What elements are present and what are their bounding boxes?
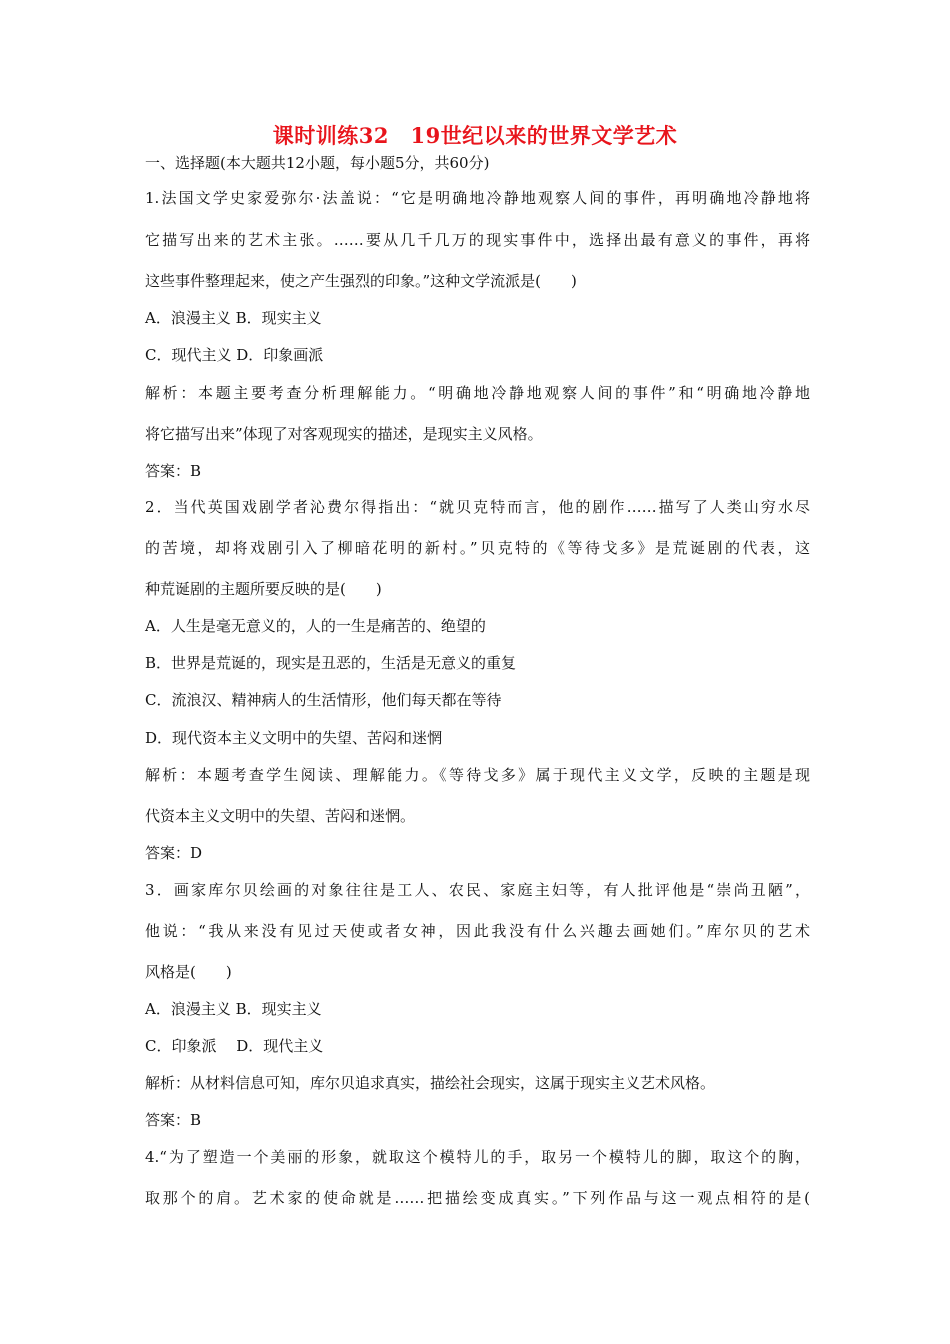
q3-analysis: 解析：从材料信息可知，库尔贝追求真实，描绘社会现实，这属于现实主义艺术风格。 [145,1074,716,1092]
q4-stem-line-1: 4.“为了塑造一个美丽的形象，就取这个模特儿的手，取另一个模特儿的脚，取这个的胸， [145,1148,810,1166]
q2-analysis-line-1: 解析：本题考查学生阅读、理解能力。《等待戈多》属于现代主义文学，反映的主题是现 [145,766,810,784]
q3-option-ab: A．浪漫主义 B．现实主义 [145,1000,322,1018]
q1-option-cd: C．现代主义 D．印象画派 [145,346,324,364]
q4-stem-line-2: 取那个的肩。艺术家的使命就是……把描绘变成真实。”下列作品与这一观点相符的是( [145,1189,810,1207]
q2-answer: 答案：D [145,844,203,862]
q2-analysis-line-2: 代资本主义文明中的失望、苦闷和迷惘。 [145,807,416,825]
q3-stem-line-1: 3．画家库尔贝绘画的对象往往是工人、农民、家庭主妇等，有人批评他是“崇尚丑陋”， [145,881,810,899]
q3-stem-line-3: 风格是( ) [145,963,232,981]
section-heading: 一、选择题(本大题共12小题，每小题5分，共60分) [145,154,490,172]
q1-analysis-line-2: 将它描写出来”体现了对客观现实的描述，是现实主义风格。 [145,425,543,443]
q2-option-b: B．世界是荒诞的，现实是丑恶的，生活是无意义的重复 [145,654,517,672]
q2-stem-line-3: 种荒诞剧的主题所要反映的是( ) [145,580,382,598]
q2-stem-line-1: 2．当代英国戏剧学者沁费尔得指出：“就贝克特而言，他的剧作……描写了人类山穷水尽 [145,498,810,516]
q2-option-d: D．现代资本主义文明中的失望、苦闷和迷惘 [145,729,443,747]
q1-option-ab: A．浪漫主义 B．现实主义 [145,309,322,327]
q3-option-cd: C．印象派 D．现代主义 [145,1037,324,1055]
q1-stem-line-2: 它描写出来的艺术主张。……要从几千几万的现实事件中，选择出最有意义的事件，再将 [145,231,810,249]
q2-stem-line-2: 的苦境，却将戏剧引入了柳暗花明的新村。”贝克特的《等待戈多》是荒诞剧的代表，这 [145,539,810,557]
q1-stem-line-1: 1.法国文学史家爱弥尔·法盖说：“它是明确地冷静地观察人间的事件，再明确地冷静地将 [145,189,810,207]
q1-stem-line-3: 这些事件整理起来，使之产生强烈的印象。”这种文学流派是( ) [145,272,577,290]
q1-analysis-line-1: 解析：本题主要考查分析理解能力。“明确地冷静地观察人间的事件”和“明确地冷静地 [145,384,810,402]
q2-option-c: C．流浪汉、精神病人的生活情形，他们每天都在等待 [145,691,502,709]
q3-stem-line-2: 他说：“我从来没有见过天使或者女神，因此我没有什么兴趣去画她们。”库尔贝的艺术 [145,922,810,940]
q3-answer: 答案：B [145,1111,202,1129]
page-title: 课时训练32 19世纪以来的世界文学艺术 [272,123,678,148]
q1-answer: 答案：B [145,462,202,480]
q2-option-a: A．人生是毫无意义的，人的一生是痛苦的、绝望的 [145,617,486,635]
